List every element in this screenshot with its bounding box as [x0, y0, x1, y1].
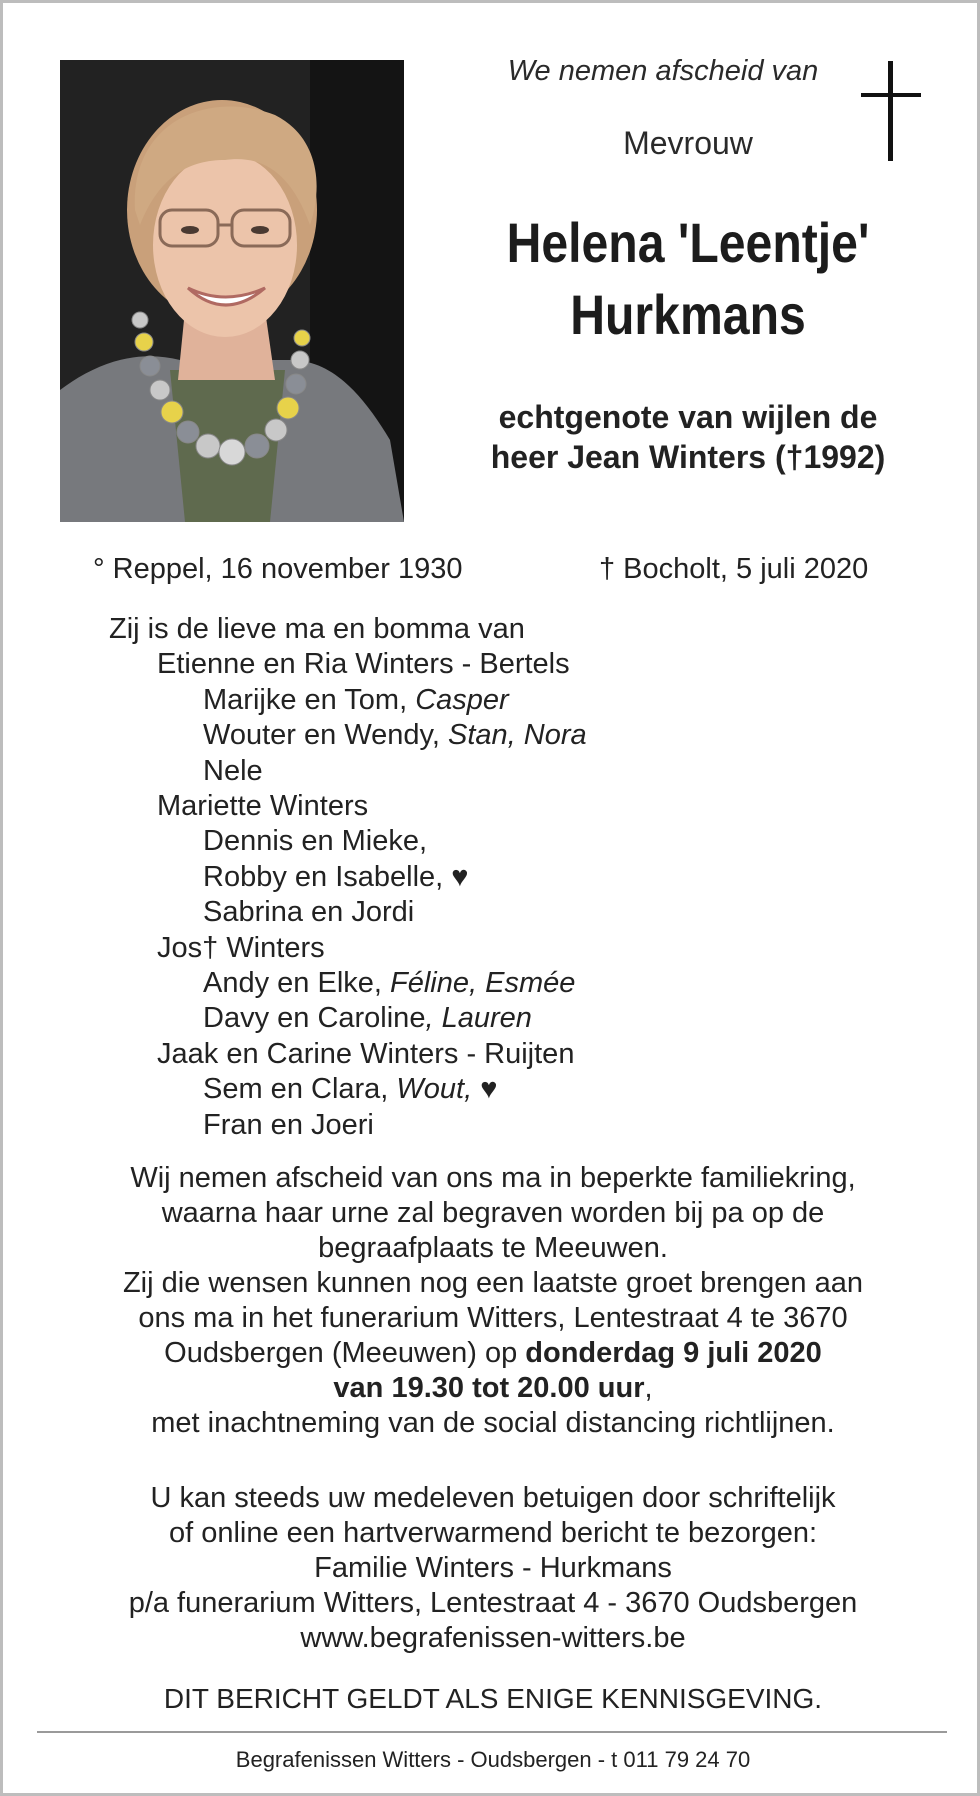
ceremony-line: Wij nemen afscheid van ons ma in beperkte familiekring,: [130, 1162, 856, 1194]
portrait-photo: [60, 60, 404, 522]
notice-text: DIT BERICHT GELDT ALS ENIGE KENNISGEVING.: [163, 1683, 823, 1714]
family-italic: Casper: [415, 683, 509, 716]
family-text: Fran en Joeri: [203, 1108, 374, 1141]
grandchild-entry: [109, 895, 909, 930]
condolence-line: of online een hartverwarmend bericht te bezorgen:: [168, 1517, 818, 1549]
family-text: Marijke en Tom,: [203, 683, 416, 716]
family-text: Sabrina en Jordi: [203, 896, 415, 929]
family-intro: Zij is de lieve ma en bomma van: [109, 613, 525, 645]
ceremony-line: begraafplaats te Meeuwen.: [318, 1232, 668, 1264]
name-line-2: Hurkmans: [570, 283, 806, 346]
family-text: Robby en Isabelle, ♥: [203, 860, 469, 893]
condolence-line: U kan steeds uw medeleven betuigen door schriftelijk: [150, 1482, 836, 1514]
footer-contact: Begrafenissen Witters - Oudsbergen - t 011 79 24 70: [235, 1747, 751, 1772]
ceremony-line: [63, 1371, 923, 1406]
family-text: Sem en Clara,: [203, 1073, 397, 1106]
grandchild-entry: [109, 1001, 909, 1036]
family-text: Mariette Winters: [157, 790, 369, 823]
condolence-line: Familie Winters - Hurkmans: [314, 1552, 672, 1584]
ceremony-line: met inachtneming van de social distancing richtlijnen.: [151, 1407, 835, 1439]
name-line-1: Helena 'Leentje': [506, 211, 870, 274]
family-italic: Wout,: [396, 1073, 473, 1106]
family-text: Andy en Elke,: [203, 967, 390, 1000]
ceremony-text: [63, 1161, 923, 1441]
birth-date: ° Reppel, 16 november 1930: [93, 553, 463, 585]
family-member: [109, 931, 909, 966]
intro-text: We nemen afscheid van: [507, 55, 819, 87]
family-member: [109, 1037, 909, 1072]
portrait-illustration: [60, 60, 404, 522]
grandchild-entry: [109, 754, 909, 789]
family-text: Jos† Winters: [157, 931, 325, 964]
ceremony-line: [63, 1336, 923, 1371]
family-rows: [109, 647, 909, 1143]
family-member: [109, 647, 909, 682]
family-italic: Stan, Nora: [448, 719, 587, 752]
family-list: [109, 612, 909, 1143]
spouse-info: [433, 397, 943, 477]
grandchild-entry: [109, 1108, 909, 1143]
grandchild-entry: [109, 860, 909, 895]
family-member: [109, 789, 909, 824]
ceremony-text-part: Oudsbergen (Meeuwen) op: [164, 1337, 526, 1369]
deceased-name: [469, 207, 908, 351]
grandchild-entry: [109, 683, 909, 718]
family-italic: Féline, Esmée: [390, 967, 576, 1000]
family-text: Nele: [203, 754, 263, 787]
spouse-line-1: echtgenote van wijlen de: [498, 399, 878, 435]
website-link[interactable]: www.begrafenissen-witters.be: [300, 1622, 686, 1654]
grandchild-entry: [109, 1072, 909, 1107]
ceremony-line: waarna haar urne zal begraven worden bij pa op de: [161, 1197, 825, 1229]
grandchild-entry: [109, 966, 909, 1001]
spouse-line-2: heer Jean Winters (†1992): [490, 439, 886, 475]
ceremony-time: van 19.30 tot 20.00 uur: [333, 1372, 645, 1404]
death-date: † Bocholt, 5 juli 2020: [599, 553, 869, 585]
family-text: Dennis en Mieke,: [203, 825, 428, 858]
grandchild-entry: [109, 824, 909, 859]
family-text: Wouter en Wendy,: [203, 719, 449, 752]
family-italic: , Lauren: [425, 1002, 532, 1035]
title-prefix: Mevrouw: [623, 125, 753, 161]
condolence-line: p/a funerarium Witters, Lentestraat 4 - 3670 Oudsbergen: [128, 1587, 858, 1619]
ceremony-text-part: ,: [644, 1372, 653, 1404]
condolences-text: [63, 1481, 923, 1656]
ceremony-date: donderdag 9 juli 2020: [525, 1337, 822, 1369]
ceremony-line: ons ma in het funerarium Witters, Lentestraat 4 te 3670: [138, 1302, 848, 1334]
family-text: Etienne en Ria Winters - Bertels: [157, 648, 570, 681]
divider: [37, 1731, 947, 1733]
grandchild-entry: [109, 718, 909, 753]
family-text: Davy en Caroline: [203, 1002, 426, 1035]
ceremony-line: Zij die wensen kunnen nog een laatste groet brengen aan: [122, 1267, 864, 1299]
family-text: Jaak en Carine Winters - Ruijten: [157, 1037, 575, 1070]
heart-icon: ♥: [472, 1073, 498, 1106]
